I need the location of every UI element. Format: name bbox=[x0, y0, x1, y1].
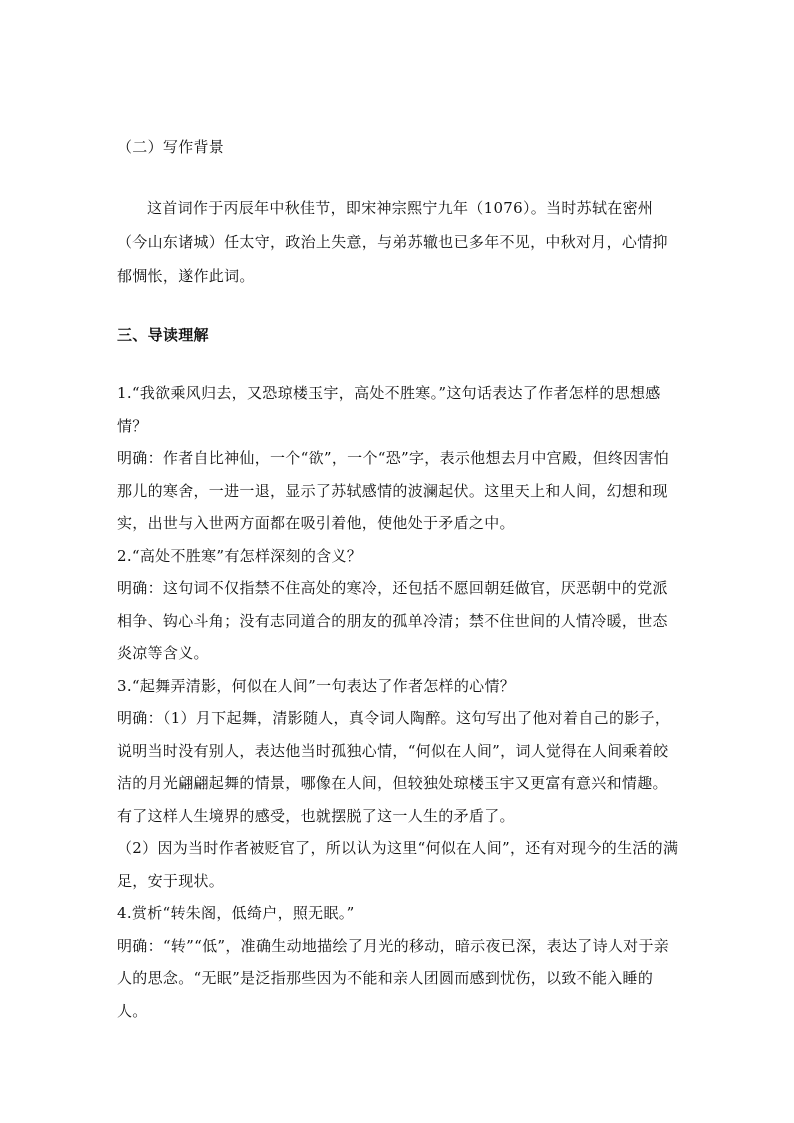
answer-2: 明确：这句词不仅指禁不住高处的寒冷，还包括不愿回朝廷做官，厌恶朝中的党派相争、钩心斗角；没有志同道合的朋友的孤单冷清；禁不住世间的人情冷暖，世态炎凉等含义。 bbox=[117, 579, 668, 662]
answer-1: 明确：作者自比神仙，一个“欲”，一个“恐”字，表示他想去月中宫殿，但终因害怕那儿的寒舍，一进一退，显示了苏轼感情的波澜起伏。这里天上和人间，幻想和现实，出世与入世两方面都在吸引着他，使他处于矛盾之中。 bbox=[117, 449, 670, 532]
section-title: 三、导读理解 bbox=[117, 326, 209, 344]
background-heading: （二）写作背景 bbox=[117, 138, 225, 156]
question-1: 1.“我欲乘风归去，又恐琼楼玉宇，高处不胜寒。”这句话表达了作者怎样的思想感情？ bbox=[117, 384, 661, 435]
answer-4: 明确：“转”“低”，准确生动地描绘了月光的移动，暗示夜已深，表达了诗人对于亲人的思念。“无眠”是泛指那些因为不能和亲人团圆而感到忧伤，以致不能入睡的人。 bbox=[117, 936, 670, 1020]
question-3: 3.“起舞弄清影，何似在人间”一句表达了作者怎样的心情？ bbox=[117, 676, 516, 695]
question-4: 4.赏析“转朱阁，低绮户，照无眠。” bbox=[117, 904, 355, 922]
answer-3: 明确：（1）月下起舞，清影随人，真令词人陶醉。这句写出了他对着自己的影子，说明当时没有别人，表达他当时孤独心情，“何似在人间”，词人觉得在人间乘着皎洁的月光翩翩起舞的情景，哪像在人间，但较独处琼楼玉宇又更富有意兴和情趣。有了这样人生境界的感受，也就摆脱了这一人生的矛盾了。 bbox=[117, 709, 671, 825]
background-paragraph: 这首词作于丙辰年中秋佳节，即宋神宗熙宁九年（1076）。当时苏轼在密州（今山东诸城）任太守，政治上失意，与弟苏辙也已多年不见，中秋对月，心情抑郁惆怅，遂作此词。 bbox=[117, 199, 668, 285]
answer-3-extra: （2）因为当时作者被贬官了，所以认为这里“何似在人间”，还有对现今的生活的满足，安于现状。 bbox=[117, 839, 679, 890]
question-2: 2.“高处不胜寒”有怎样深刻的含义？ bbox=[117, 546, 363, 565]
qa-list bbox=[117, 377, 682, 1027]
